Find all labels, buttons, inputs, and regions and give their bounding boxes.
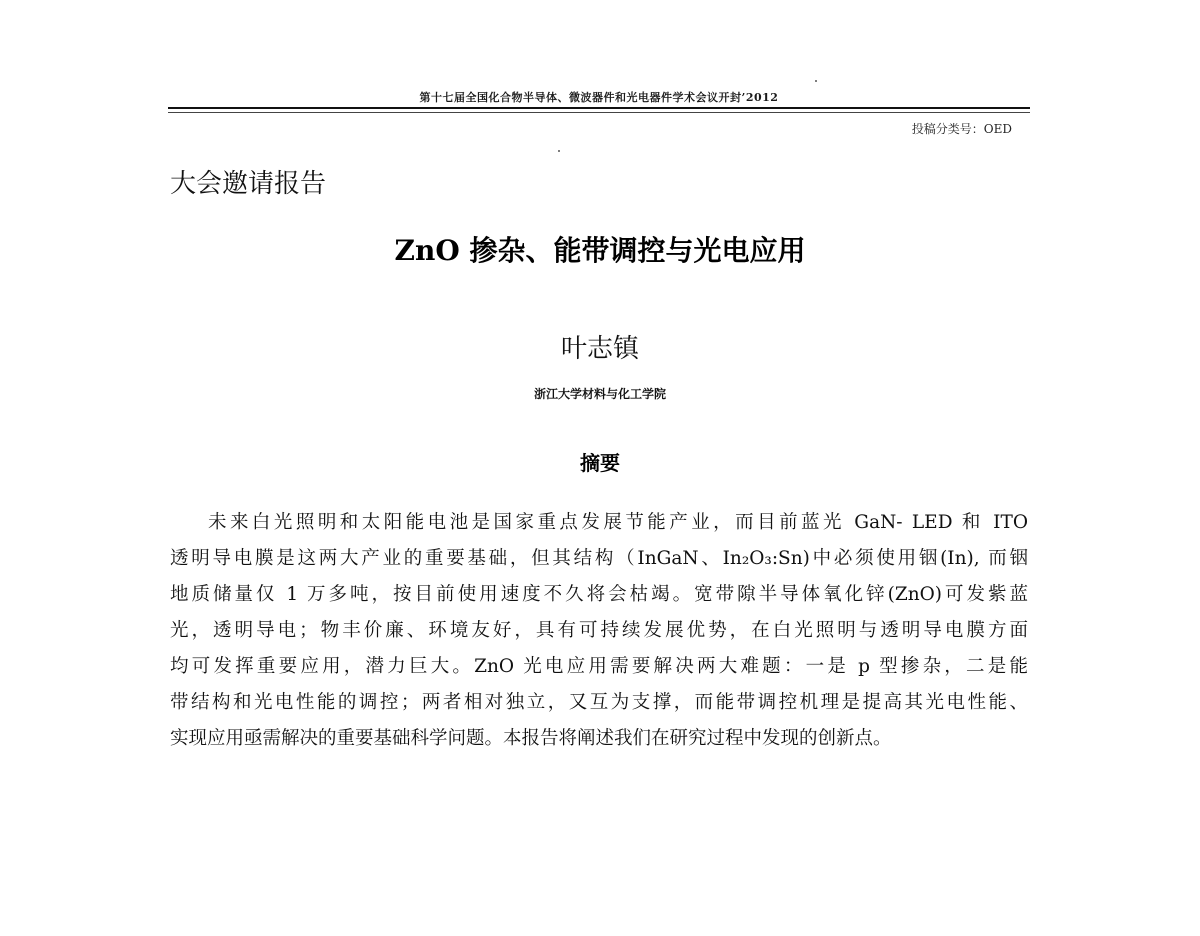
- abstract-line: 实现应用亟需解决的重要基础科学问题。本报告将阐述我们在研究过程中发现的创新点。: [170, 728, 892, 749]
- abstract-line: 透明导电膜是这两大产业的重要基础，但其结构（InGaN、In₂O₃:Sn)中必须使用铟(In), 而铟: [170, 548, 1028, 569]
- header-rule-thin: [168, 112, 1030, 113]
- abstract-line: 光，透明导电；物丰价廉、环境友好，具有可持续发展优势，在白光照明与透明导电膜方面: [170, 620, 1028, 641]
- abstract-line: 带结构和光电性能的调控；两者相对独立，又互为支撑，而能带调控机理是提高其光电性能、: [170, 692, 1028, 713]
- scan-speck: [815, 80, 817, 82]
- section-label: 大会邀请报告: [170, 169, 327, 199]
- author-name: 叶志镇: [560, 334, 639, 364]
- author-affiliation: 浙江大学材料与化工学院: [533, 387, 666, 401]
- paper-title: ZnO 掺杂、能带调控与光电应用: [394, 234, 806, 267]
- abstract-line: 均可发挥重要应用，潜力巨大。ZnO 光电应用需要解决两大难题：一是 p 型掺杂，二是能: [170, 656, 1028, 677]
- scan-speck: [558, 150, 560, 152]
- header-rule: [168, 107, 1030, 109]
- abstract-line: 地质储量仅 1 万多吨，按目前使用速度不久将会枯竭。宽带隙半导体氧化锌(ZnO)可发紫蓝: [170, 584, 1028, 605]
- abstract-heading: 摘要: [580, 451, 620, 475]
- conference-header: 第十七届全国化合物半导体、微波器件和光电器件学术会议开封’2012: [419, 91, 779, 104]
- abstract-body: [170, 505, 1028, 757]
- classification-number: 投稿分类号：OED: [911, 122, 1012, 136]
- abstract-line: 未来白光照明和太阳能电池是国家重点发展节能产业，而目前蓝光 GaN- LED 和 ITO: [208, 512, 1028, 533]
